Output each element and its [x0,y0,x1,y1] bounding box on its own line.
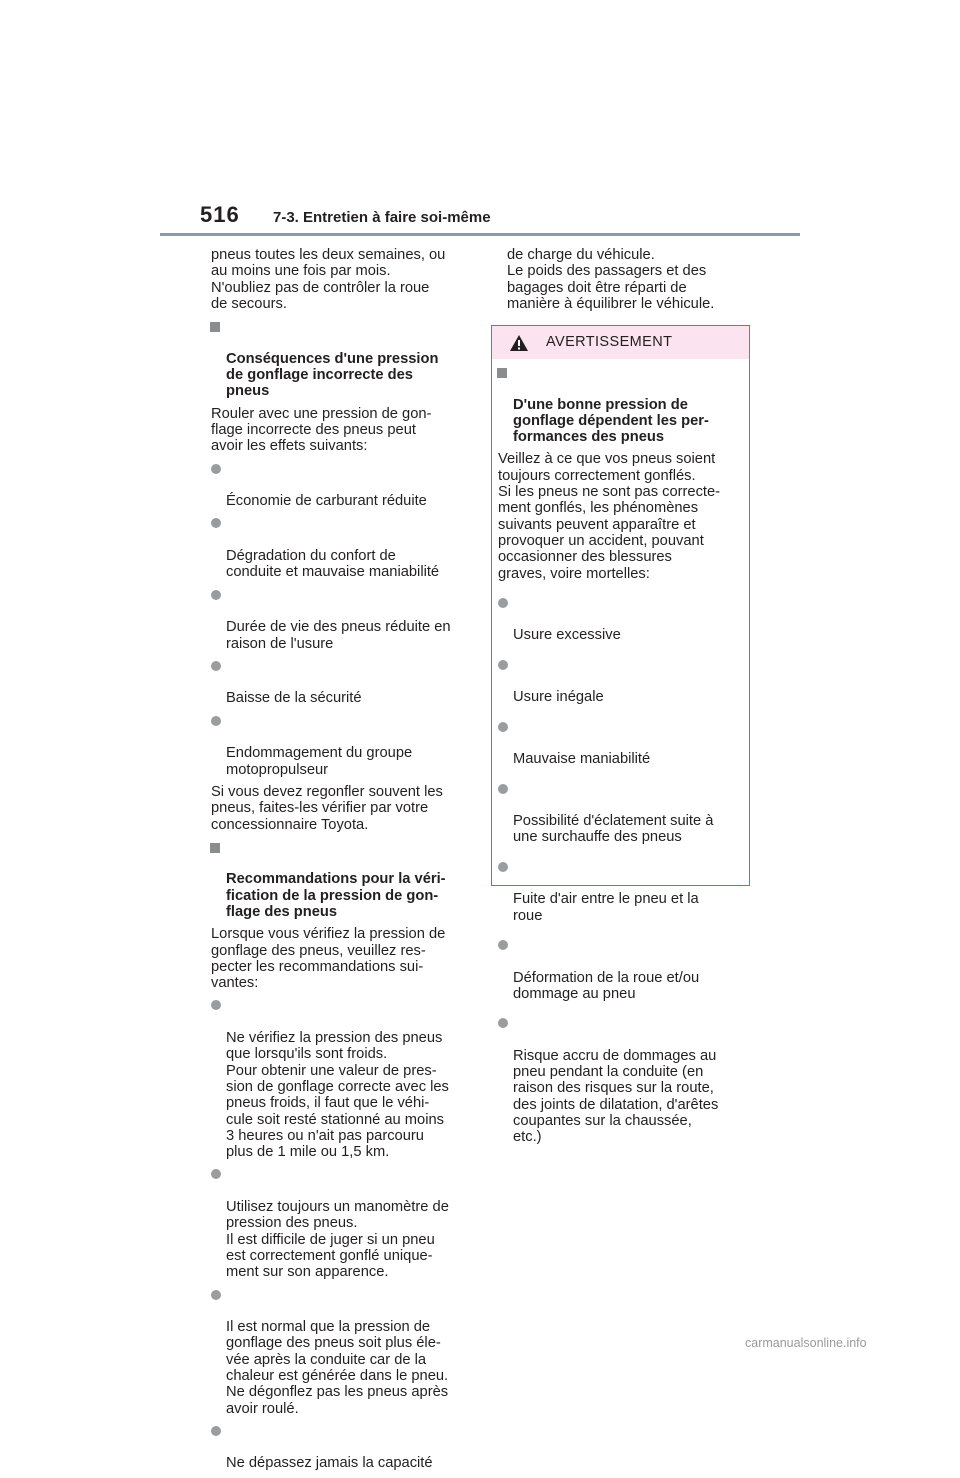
paragraph-dealer: Si vous devez regonfler souvent les pneus, faites-les vérifier par votre concessionnaire Toyota. [211,783,443,833]
list-item-text: Durée de vie des pneus réduite en raison de l'usure [226,619,451,652]
list-item-text: Usure excessive [513,627,621,644]
warning-body [498,364,744,1158]
list-item [211,1423,471,1472]
list-item [211,587,471,652]
bullet-dot-icon [211,716,221,726]
warning-paragraph: Veillez à ce que vos pneus soient toujours correctement gonflés. Si les pneus ne sont pas correcte- ment gonflés, les phénomènes suivants peuvent apparaître et provoquer un accident, pouvant occasionner des blessures graves, voire mortelles: [498,451,721,582]
list-item [498,657,744,706]
section-title: 7-3. Entretien à faire soi-même [273,209,491,226]
bullet-dot-icon [211,1426,221,1436]
list-item [498,859,744,924]
list-item [498,937,744,1002]
footer-watermark: carmanualsonline.info [745,1336,867,1350]
heading-recommendations [211,839,471,920]
warning-heading [498,364,744,445]
heading-text: D'une bonne pression de gonflage dépendent les per- formances des pneus [513,396,709,446]
bullet-dot-icon [498,598,508,608]
list-item-text: Ne vérifiez la pression des pneus que lorsqu'ils sont froids. Pour obtenir une valeur de pres- sion de gonflage correcte avec les pneus froids, il faut que le véhi- cule soit resté stationné au moins 3 heures ou n'ait pas parcouru plus de 1 mile ou 1,5 km. [226,1030,449,1161]
list-item-text: Il est normal que la pression de gonflage des pneus soit plus éle- vée après la conduite car de la chaleur est générée dans le pneu. Ne dégonflez pas les pneus après avoir roulé. [226,1319,449,1417]
bullet-dot-icon [498,862,508,872]
list-item-text: Économie de carburant réduite [226,493,427,510]
list-item [498,719,744,768]
bullet-dot-icon [498,940,508,950]
warning-triangle-icon [509,334,529,352]
list-item-text: Possibilité d'éclatement suite à une surchauffe des pneus [513,813,714,846]
bullet-dot-icon [211,1290,221,1300]
list-item [211,997,471,1160]
heading-text: Recommandations pour la véri- fication de la pression de gon- flage des pneus [226,871,446,920]
page-number: 516 [200,202,240,227]
bullet-dot-icon [211,590,221,600]
list-item-text: Mauvaise maniabilité [513,751,651,768]
bullet-dot-icon [498,722,508,732]
list-item-text: Usure inégale [513,689,604,706]
list-item [498,1015,744,1145]
list-item [498,595,744,644]
square-bullet-icon [497,368,507,378]
bullet-dot-icon [211,464,221,474]
list-item [211,515,471,580]
right-column-continuation [507,247,753,318]
warning-title: AVERTISSEMENT [546,334,673,350]
list-item-text: Utilisez toujours un manomètre de pression des pneus. Il est difficile de juger si un pneu est correctement gonflé unique- ment sur son apparence. [226,1199,449,1281]
list-item-text: Fuite d'air entre le pneu et la roue [513,891,699,924]
header-rule [160,233,800,236]
bullet-dot-icon [498,660,508,670]
bullet-dot-icon [211,518,221,528]
warning-box [491,325,750,1146]
list-item [211,1166,471,1280]
list-item-text: Ne dépassez jamais la capacité [226,1455,433,1472]
list-item-text: Endommagement du groupe motopropulseur [226,745,413,778]
page-header [160,198,800,238]
list-item [211,713,471,778]
bullet-dot-icon [211,1000,221,1010]
list-item [211,658,471,707]
bullet-dot-icon [498,1018,508,1028]
continuation-paragraph: de charge du véhicule. Le poids des passagers et des bagages doit être réparti de manière à équilibrer le véhicule. [507,247,715,312]
square-bullet-icon [210,843,220,853]
heading-consequences [211,318,471,399]
list-item [211,461,471,510]
heading-text: Conséquences d'une pression de gonflage incorrecte des pneus [226,350,439,400]
paragraph-effects: Rouler avec une pression de gon- flage incorrecte des pneus peut avoir les effets suivants: [211,405,432,455]
intro-paragraph: pneus toutes les deux semaines, ou au moins une fois par mois. N'oubliez pas de contrôler la roue de secours. [211,247,446,312]
bullet-dot-icon [211,661,221,671]
paragraph-recommendations: Lorsque vous vérifiez la pression de gonflage des pneus, veuillez res- pecter les recommandations sui- vantes: [211,926,446,992]
bullet-dot-icon [498,784,508,794]
left-column [211,247,471,1478]
bullet-dot-icon [211,1169,221,1179]
list-item-text: Baisse de la sécurité [226,690,362,707]
list-item-text: Risque accru de dommages au pneu pendant la conduite (en raison des risques sur la route, des joints de dilatation, d'arêtes coupantes sur la chaussée, etc.) [513,1047,719,1146]
warning-header [492,326,749,359]
list-item-text: Déformation de la roue et/ou dommage au pneu [513,969,700,1002]
list-item [211,1287,471,1417]
square-bullet-icon [210,322,220,332]
list-item-text: Dégradation du confort de conduite et mauvaise maniabilité [226,548,440,581]
list-item [498,781,744,846]
